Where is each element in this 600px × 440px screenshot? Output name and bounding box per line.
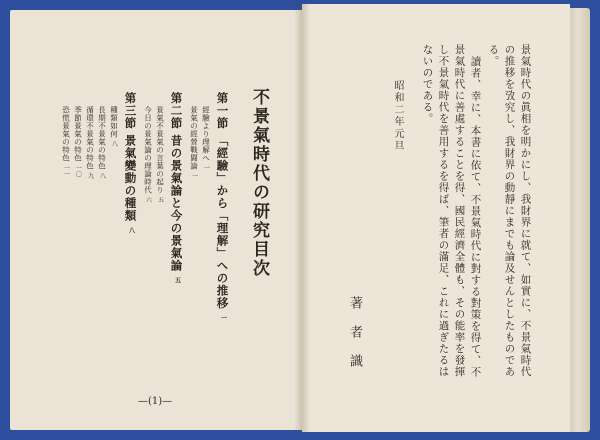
section-page: 一 [219,314,227,322]
toc-item: 季節景氣の特色 一〇 [73,106,83,178]
section-page: 五 [173,277,181,285]
section-heading: 昔の景氣論と今の景氣論 [169,134,184,273]
page-edges [570,8,590,432]
toc-section-1 [216,92,228,322]
preface-line: 讀者、幸に、本書に依て、不景氣時代に對する對策を得て、不 [469,56,482,378]
preface-author: 著者識 [347,296,362,383]
toc-item: 循環不景氣の特色 九 [85,106,95,180]
left-page [10,10,302,430]
section-heading: 「經驗」から「理解」への推移 [215,134,230,310]
toc-item: 經驗より理解へ 一 [201,106,211,172]
toc-item: 景氣の經營戰闘論 一 [189,106,199,180]
book-gutter [294,4,310,432]
toc-item: 長期不景氣の特色 八 [97,106,107,180]
preface-date: 昭和二年元旦 [392,80,403,152]
toc-section-2 [170,92,182,284]
toc-section-3 [124,92,136,234]
preface-line: 景氣時代の眞相を明かにし、我財界に就て、如實に、不景氣時代 [519,44,532,378]
section-heading: 景氣變動の種類 [123,134,138,223]
preface-line: の推移を攷究し、我財界の動靜にまでも論及せんとしたものであ [503,44,516,378]
toc-title: 不景氣時代の研究目次 [249,88,269,278]
section-label: 第一節 [215,92,230,130]
preface-line: 景氣時代に善處することを得、國民經濟全體も、その能率を發揮 [453,44,466,378]
book-spread [10,4,590,432]
toc-item: 景氣不景氣の言葉の起り 五 [155,106,165,204]
page-number: —(1)— [138,396,173,407]
preface-line: ないのである。 [421,44,434,125]
toc-item: 今日の景氣論の理論時代 六 [143,106,153,204]
toc-item: 種類如何 八 [109,106,119,148]
preface-line: る。 [487,44,500,67]
section-page: 八 [127,227,135,235]
section-label: 第二節 [169,92,184,130]
preface-line: し不景氣時代を善用するを得ば、筆者の滿足、これに過ぎたるは [437,44,450,378]
right-page [302,4,570,432]
section-label: 第三節 [123,92,138,130]
toc-item: 恐慌景氣の特色 一一 [61,106,71,178]
